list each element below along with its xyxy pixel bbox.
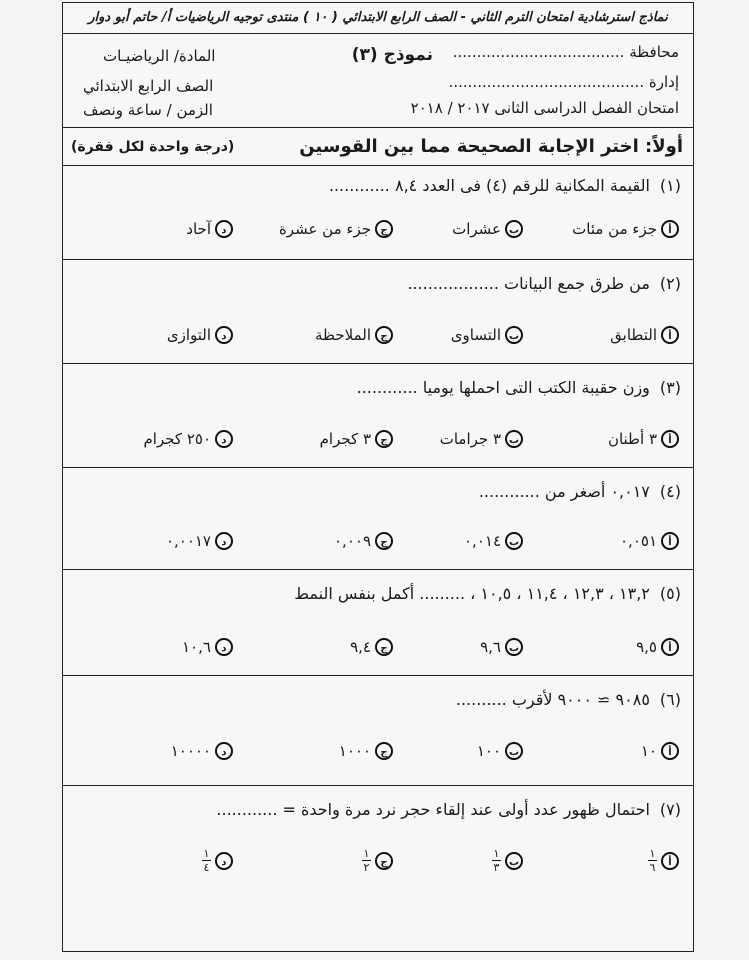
choice-a[interactable]: أ التطابق (610, 326, 679, 344)
option-letter-icon: ب (505, 638, 523, 656)
option-letter-icon: د (215, 638, 233, 656)
option-letter-icon: أ (661, 638, 679, 656)
subject-label: المادة/ الرياضيـات (103, 47, 216, 65)
exam-page (62, 2, 694, 952)
choice-a[interactable]: أ ١٠ (641, 742, 679, 760)
option-letter-icon: أ (661, 326, 679, 344)
choice-b[interactable] (492, 848, 523, 873)
choice-d[interactable]: د ٢٥٠ كجرام (144, 430, 234, 448)
choice-b[interactable]: ب عشرات (452, 220, 523, 238)
option-letter-icon: د (215, 430, 233, 448)
choice-c[interactable]: ج ٣ كجرام (320, 430, 393, 448)
option-letter-icon: ج (375, 532, 393, 550)
option-letter-icon: ج (375, 742, 393, 760)
choice-d[interactable]: د ١٠٠٠٠ (171, 742, 233, 760)
question-4 (63, 467, 693, 570)
choice-d[interactable]: د ٠,٠٠١٧ (166, 532, 233, 550)
option-letter-icon: د (215, 742, 233, 760)
option-letter-icon: أ (661, 852, 679, 870)
option-letter-icon: ج (375, 852, 393, 870)
choice-d[interactable]: د ١٠,٦ (182, 638, 233, 656)
section-title (63, 127, 693, 166)
option-letter-icon: ب (505, 430, 523, 448)
choice-c[interactable]: ج جزء من عشرة (279, 220, 393, 238)
question-1 (63, 165, 693, 260)
administration-label: إدارة (648, 73, 679, 91)
choice-b[interactable]: ب التساوى (451, 326, 523, 344)
governorate-line: محافظة .................................... (452, 43, 679, 61)
choice-a[interactable]: أ ٣ أطنان (608, 430, 679, 448)
time-label: الزمن / ساعة ونصف (83, 101, 213, 119)
choice-c[interactable]: ج الملاحظة (315, 326, 393, 344)
choice-d[interactable] (202, 848, 233, 873)
option-letter-icon: أ (661, 220, 679, 238)
option-letter-icon: أ (661, 742, 679, 760)
choice-d[interactable]: د التوازى (167, 326, 233, 344)
question-stem: (٥)١٣,٢ ، ١٢,٣ ، ١١,٤ ، ١٠,٥ ، ......... أكمل بنفس النمط (294, 584, 681, 603)
choice-c[interactable] (362, 848, 393, 873)
choice-c[interactable]: ج ١٠٠٠ (339, 742, 393, 760)
option-letter-icon: ب (505, 742, 523, 760)
term-line: امتحان الفصل الدراسى الثانى ٢٠١٧ / ٢٠١٨ (410, 99, 679, 117)
question-7 (63, 785, 693, 952)
choice-a[interactable] (648, 848, 679, 873)
question-stem: (١)القيمة المكانية للرقم (٤) فى العدد ٨,٤ ............ (328, 176, 681, 195)
section-marks-note: (درجة واحدة لكل فقرة) (71, 139, 235, 155)
question-stem: (٤)٠,٠١٧ أصغر من ............ (478, 482, 681, 501)
choice-a[interactable]: أ ٩,٥ (636, 638, 679, 656)
choice-c[interactable]: ج ٠,٠٠٩ (334, 532, 393, 550)
option-letter-icon: ب (505, 532, 523, 550)
choice-b[interactable]: ب ٣ جرامات (440, 430, 523, 448)
question-2 (63, 259, 693, 364)
option-letter-icon: أ (661, 430, 679, 448)
grade-label: الصف الرابع الابتدائي (83, 77, 214, 95)
option-letter-icon: ج (375, 430, 393, 448)
section-heading: أولاً: اختر الإجابة الصحيحة مما بين القوسين (299, 136, 683, 157)
fraction-one-half: $\frac{١}{٢}$ (363, 847, 370, 874)
option-letter-icon: ج (375, 326, 393, 344)
choice-c[interactable]: ج ٩,٤ (350, 638, 393, 656)
option-letter-icon: د (215, 220, 233, 238)
option-letter-icon: د (215, 326, 233, 344)
exam-banner: نماذج استرشادية امتحان الترم الثاني - الصف الرابع الابتدائي ( ١٠ ) منتدى توجيه الرياضيات أ/ حاتم أبو دوار (63, 3, 693, 34)
question-5 (63, 569, 693, 676)
option-letter-icon: د (215, 852, 233, 870)
option-letter-icon: ج (375, 638, 393, 656)
option-letter-icon: ب (505, 852, 523, 870)
fraction-one-sixth: $\frac{١}{٦}$ (649, 847, 656, 874)
option-letter-icon: ب (505, 220, 523, 238)
governorate-label: محافظة (629, 43, 679, 61)
choice-b[interactable]: ب ٩,٦ (480, 638, 523, 656)
option-letter-icon: ج (375, 220, 393, 238)
option-letter-icon: أ (661, 532, 679, 550)
choice-d[interactable]: د آحاد (186, 220, 233, 238)
model-label: نموذج (٣) (351, 45, 433, 65)
choice-a[interactable]: أ جزء من مئات (572, 220, 679, 238)
question-stem: (٢)من طرق جمع البيانات .................. (407, 274, 681, 293)
choice-b[interactable]: ب ٠,٠١٤ (464, 532, 523, 550)
question-stem: (٦)٩٠٨٥ ≃ ٩٠٠٠ لأقرب .......... (455, 690, 681, 709)
fraction-one-third: $\frac{١}{٣}$ (493, 847, 500, 874)
question-stem: (٧)احتمال ظهور عدد أولى عند إلقاء حجر نرد مرة واحدة = ............ (216, 800, 681, 819)
option-letter-icon: د (215, 532, 233, 550)
choice-a[interactable]: أ ٠,٠٥١ (620, 532, 679, 550)
choice-b[interactable]: ب ١٠٠ (477, 742, 523, 760)
question-6 (63, 675, 693, 786)
option-letter-icon: ب (505, 326, 523, 344)
fraction-one-quarter: $\frac{١}{٤}$ (203, 847, 210, 874)
question-stem: (٣)وزن حقيبة الكتب التى احملها يوميا ............ (356, 378, 681, 397)
question-3 (63, 363, 693, 468)
administration-line: إدارة ......................................... (448, 73, 679, 91)
